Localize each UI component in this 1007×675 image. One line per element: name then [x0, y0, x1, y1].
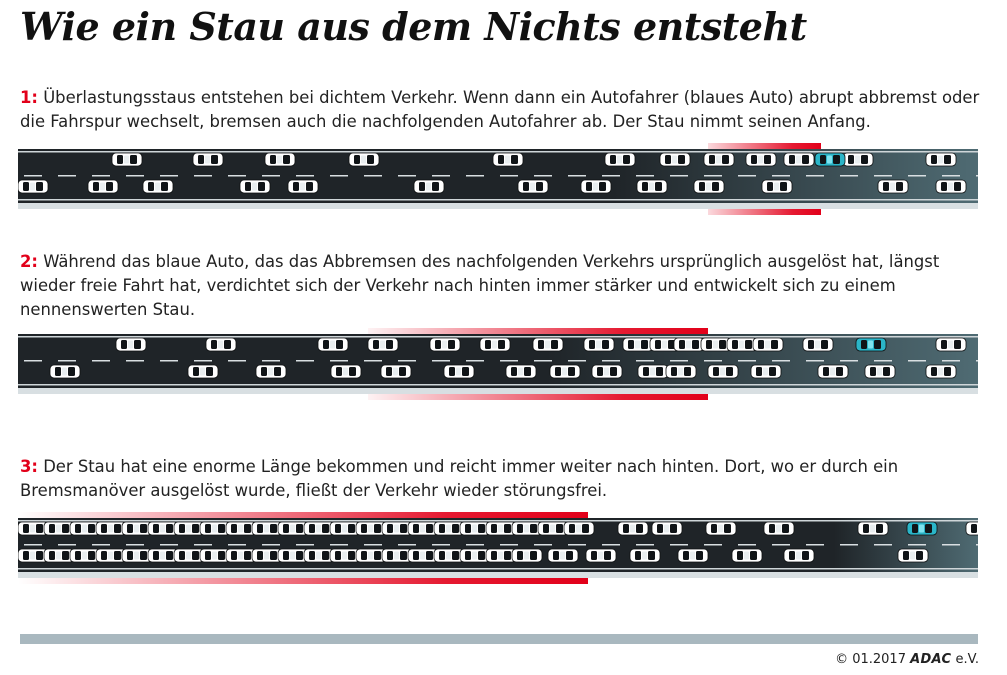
lane-marking	[58, 544, 76, 546]
lane-marking	[636, 175, 654, 177]
lane-marking	[262, 544, 280, 546]
car-icon	[252, 549, 282, 562]
car-icon	[936, 180, 966, 193]
car-icon	[356, 549, 386, 562]
car-icon	[349, 153, 379, 166]
lane-marking	[466, 175, 484, 177]
car-icon	[122, 549, 152, 562]
car-icon	[18, 522, 48, 535]
lane-marking	[364, 175, 382, 177]
lane-marking	[126, 544, 144, 546]
lane-marking	[840, 175, 858, 177]
car-icon	[784, 153, 814, 166]
car-icon	[843, 153, 873, 166]
car-icon	[618, 522, 648, 535]
car-icon	[512, 549, 542, 562]
car-icon	[564, 522, 594, 535]
car-icon	[898, 549, 928, 562]
car-icon	[727, 338, 757, 351]
car-icon	[226, 522, 256, 535]
footer	[835, 652, 979, 667]
lane-marking	[432, 544, 450, 546]
car-icon	[803, 338, 833, 351]
lane-marking	[840, 360, 858, 362]
car-icon	[753, 338, 783, 351]
car-icon	[88, 180, 118, 193]
car-icon	[44, 549, 74, 562]
lane-marking	[976, 360, 978, 362]
car-icon	[265, 153, 295, 166]
car-icon	[746, 153, 776, 166]
car-icon	[200, 549, 230, 562]
step-number: 1:	[20, 88, 38, 107]
car-icon	[200, 522, 230, 535]
lane-marking	[534, 360, 552, 362]
step-number: 3:	[20, 457, 38, 476]
lane-marking	[364, 360, 382, 362]
copyright-text: © 01.2017	[835, 652, 906, 667]
lane-marking	[92, 175, 110, 177]
blue-car-icon	[815, 153, 845, 166]
lane-marking	[602, 175, 620, 177]
lane-marking	[24, 544, 42, 546]
step-text: Der Stau hat eine enorme Länge bekommen und reicht immer weiter nach hinten. Dort, wo er durch ein Bremsmanöver ausgelöst wurde, fließt der Verkehr wieder störungsfrei.	[20, 457, 899, 500]
lane-marking	[772, 544, 790, 546]
lane-marking	[568, 175, 586, 177]
lane-marking	[92, 360, 110, 362]
car-icon	[584, 338, 614, 351]
lane-marking	[738, 175, 756, 177]
car-icon	[666, 365, 696, 378]
lane-marking	[704, 360, 722, 362]
lane-marking	[704, 544, 722, 546]
lane-marking	[330, 544, 348, 546]
lane-marking	[466, 360, 484, 362]
blue-car-icon	[907, 522, 937, 535]
lane-marking	[602, 360, 620, 362]
car-icon	[660, 153, 690, 166]
car-icon	[762, 180, 792, 193]
car-icon	[112, 153, 142, 166]
car-icon	[304, 549, 334, 562]
car-icon	[878, 180, 908, 193]
lane-marking	[500, 175, 518, 177]
lane-marking	[942, 544, 960, 546]
lane-marking	[160, 544, 178, 546]
adac-logo: ADAC	[910, 652, 952, 667]
car-icon	[356, 522, 386, 535]
step-text: Überlastungsstaus entstehen bei dichtem Verkehr. Wenn dann ein Autofahrer (blaues Auto) abrupt abbremst oder die Fahrspur wechselt, bremsen auch die nachfolgenden Autofahrer ab. Der Stau nimmt seinen Anfang.	[20, 88, 980, 131]
lane-marking	[976, 544, 978, 546]
car-icon	[605, 153, 635, 166]
car-icon	[865, 365, 895, 378]
lane-marking	[398, 175, 416, 177]
lane-marking	[534, 175, 552, 177]
car-icon	[548, 549, 578, 562]
lane-marking	[432, 175, 450, 177]
car-icon	[44, 522, 74, 535]
car-icon	[240, 180, 270, 193]
car-icon	[434, 549, 464, 562]
lane-marking	[194, 360, 212, 362]
car-icon	[444, 365, 474, 378]
lane-marking	[228, 175, 246, 177]
lane-marking	[874, 360, 892, 362]
car-icon	[331, 365, 361, 378]
car-icon	[188, 365, 218, 378]
lane-marking	[908, 360, 926, 362]
lane-marking	[296, 360, 314, 362]
blue-car-icon	[856, 338, 886, 351]
car-icon	[408, 522, 438, 535]
car-icon	[70, 522, 100, 535]
car-icon	[368, 338, 398, 351]
car-icon	[586, 549, 616, 562]
lane-marking	[24, 360, 42, 362]
step-2-description	[20, 250, 985, 322]
lane-marking	[194, 544, 212, 546]
car-icon	[533, 338, 563, 351]
step-text: Während das blaue Auto, das das Abbremsen des nachfolgenden Verkehrs ursprünglich ausgelöst hat, längst wieder freie Fahrt hat, verdichtet sich der Verkehr nach hinten immer stärker und entwickelt sich zu einem nennenswerten Stau.	[20, 252, 940, 319]
lane-marking	[534, 544, 552, 546]
lane-marking	[738, 544, 756, 546]
car-icon	[486, 549, 516, 562]
car-icon	[96, 522, 126, 535]
car-icon	[581, 180, 611, 193]
car-icon	[518, 180, 548, 193]
car-icon	[382, 522, 412, 535]
car-icon	[630, 549, 660, 562]
lane-marking	[874, 544, 892, 546]
lane-marking	[874, 175, 892, 177]
car-icon	[278, 549, 308, 562]
lane-marking	[296, 175, 314, 177]
car-icon	[330, 522, 360, 535]
car-icon	[480, 338, 510, 351]
lane-marking	[228, 360, 246, 362]
car-icon	[732, 549, 762, 562]
car-icon	[486, 522, 516, 535]
lane-marking	[126, 360, 144, 362]
car-icon	[148, 549, 178, 562]
car-icon	[936, 338, 966, 351]
car-icon	[818, 365, 848, 378]
car-icon	[288, 180, 318, 193]
lane-marking	[976, 175, 978, 177]
lane-marking	[670, 175, 688, 177]
car-icon	[430, 338, 460, 351]
car-icon	[460, 522, 490, 535]
step-number: 2:	[20, 252, 38, 271]
lane-marking	[806, 544, 824, 546]
lane-marking	[704, 175, 722, 177]
step-1-description	[20, 86, 985, 134]
car-icon	[408, 549, 438, 562]
car-icon	[694, 180, 724, 193]
lane-marking	[262, 360, 280, 362]
lane-marking	[942, 175, 960, 177]
lane-marking	[398, 360, 416, 362]
lane-marking	[92, 544, 110, 546]
car-icon	[858, 522, 888, 535]
road-illustration-1	[18, 143, 978, 215]
lane-marking	[296, 544, 314, 546]
car-icon	[623, 338, 653, 351]
page-title: Wie ein Stau aus dem Nichts entsteht	[20, 4, 807, 49]
lane-marking	[602, 544, 620, 546]
lane-marking	[398, 544, 416, 546]
lane-marking	[330, 175, 348, 177]
car-icon	[506, 365, 536, 378]
lane-marking	[330, 360, 348, 362]
lane-marking	[908, 544, 926, 546]
car-icon	[926, 153, 956, 166]
footer-suffix: e.V.	[955, 652, 979, 667]
lane-marking	[670, 360, 688, 362]
lane-marking	[636, 360, 654, 362]
car-icon	[493, 153, 523, 166]
car-icon	[70, 549, 100, 562]
lane-marking	[738, 360, 756, 362]
car-icon	[678, 549, 708, 562]
lane-marking	[840, 544, 858, 546]
car-icon	[550, 365, 580, 378]
car-icon	[926, 365, 956, 378]
car-icon	[122, 522, 152, 535]
lane-marking	[772, 175, 790, 177]
step-3-description	[20, 455, 985, 503]
lane-marking	[806, 360, 824, 362]
car-icon	[252, 522, 282, 535]
lane-marking	[24, 175, 42, 177]
car-icon	[701, 338, 731, 351]
lane-marking	[364, 544, 382, 546]
car-icon	[148, 522, 178, 535]
car-icon	[708, 365, 738, 378]
car-icon	[50, 365, 80, 378]
lane-marking	[500, 544, 518, 546]
car-icon	[460, 549, 490, 562]
car-icon	[512, 522, 542, 535]
car-icon	[414, 180, 444, 193]
car-icon	[96, 549, 126, 562]
car-icon	[381, 365, 411, 378]
car-icon	[278, 522, 308, 535]
car-icon	[592, 365, 622, 378]
lane-marking	[228, 544, 246, 546]
car-icon	[382, 549, 412, 562]
car-icon	[143, 180, 173, 193]
lane-marking	[432, 360, 450, 362]
car-icon	[330, 549, 360, 562]
car-icon	[784, 549, 814, 562]
lane-marking	[126, 175, 144, 177]
car-icon	[116, 338, 146, 351]
car-icon	[256, 365, 286, 378]
car-icon	[174, 549, 204, 562]
car-icon	[966, 522, 978, 535]
lane-marking	[58, 360, 76, 362]
car-icon	[637, 180, 667, 193]
car-icon	[18, 180, 48, 193]
car-icon	[318, 338, 348, 351]
lane-marking	[568, 360, 586, 362]
lane-marking	[908, 175, 926, 177]
car-icon	[193, 153, 223, 166]
lane-marking	[942, 360, 960, 362]
car-icon	[304, 522, 334, 535]
car-icon	[706, 522, 736, 535]
lane-marking	[466, 544, 484, 546]
car-icon	[226, 549, 256, 562]
lane-marking	[160, 175, 178, 177]
car-icon	[652, 522, 682, 535]
lane-marking	[806, 175, 824, 177]
car-icon	[18, 549, 48, 562]
lane-marking	[262, 175, 280, 177]
lane-marking	[670, 544, 688, 546]
road-illustration-2	[18, 328, 978, 400]
bottom-divider	[20, 634, 978, 644]
car-icon	[638, 365, 668, 378]
lane-marking	[58, 175, 76, 177]
car-icon	[751, 365, 781, 378]
car-icon	[704, 153, 734, 166]
lane-marking	[568, 544, 586, 546]
car-icon	[174, 522, 204, 535]
car-icon	[764, 522, 794, 535]
lane-marking	[772, 360, 790, 362]
lane-marking	[636, 544, 654, 546]
road-illustration-3	[18, 512, 978, 584]
lane-marking	[500, 360, 518, 362]
car-icon	[434, 522, 464, 535]
lane-marking	[160, 360, 178, 362]
car-icon	[206, 338, 236, 351]
car-icon	[674, 338, 704, 351]
lane-marking	[194, 175, 212, 177]
car-icon	[538, 522, 568, 535]
